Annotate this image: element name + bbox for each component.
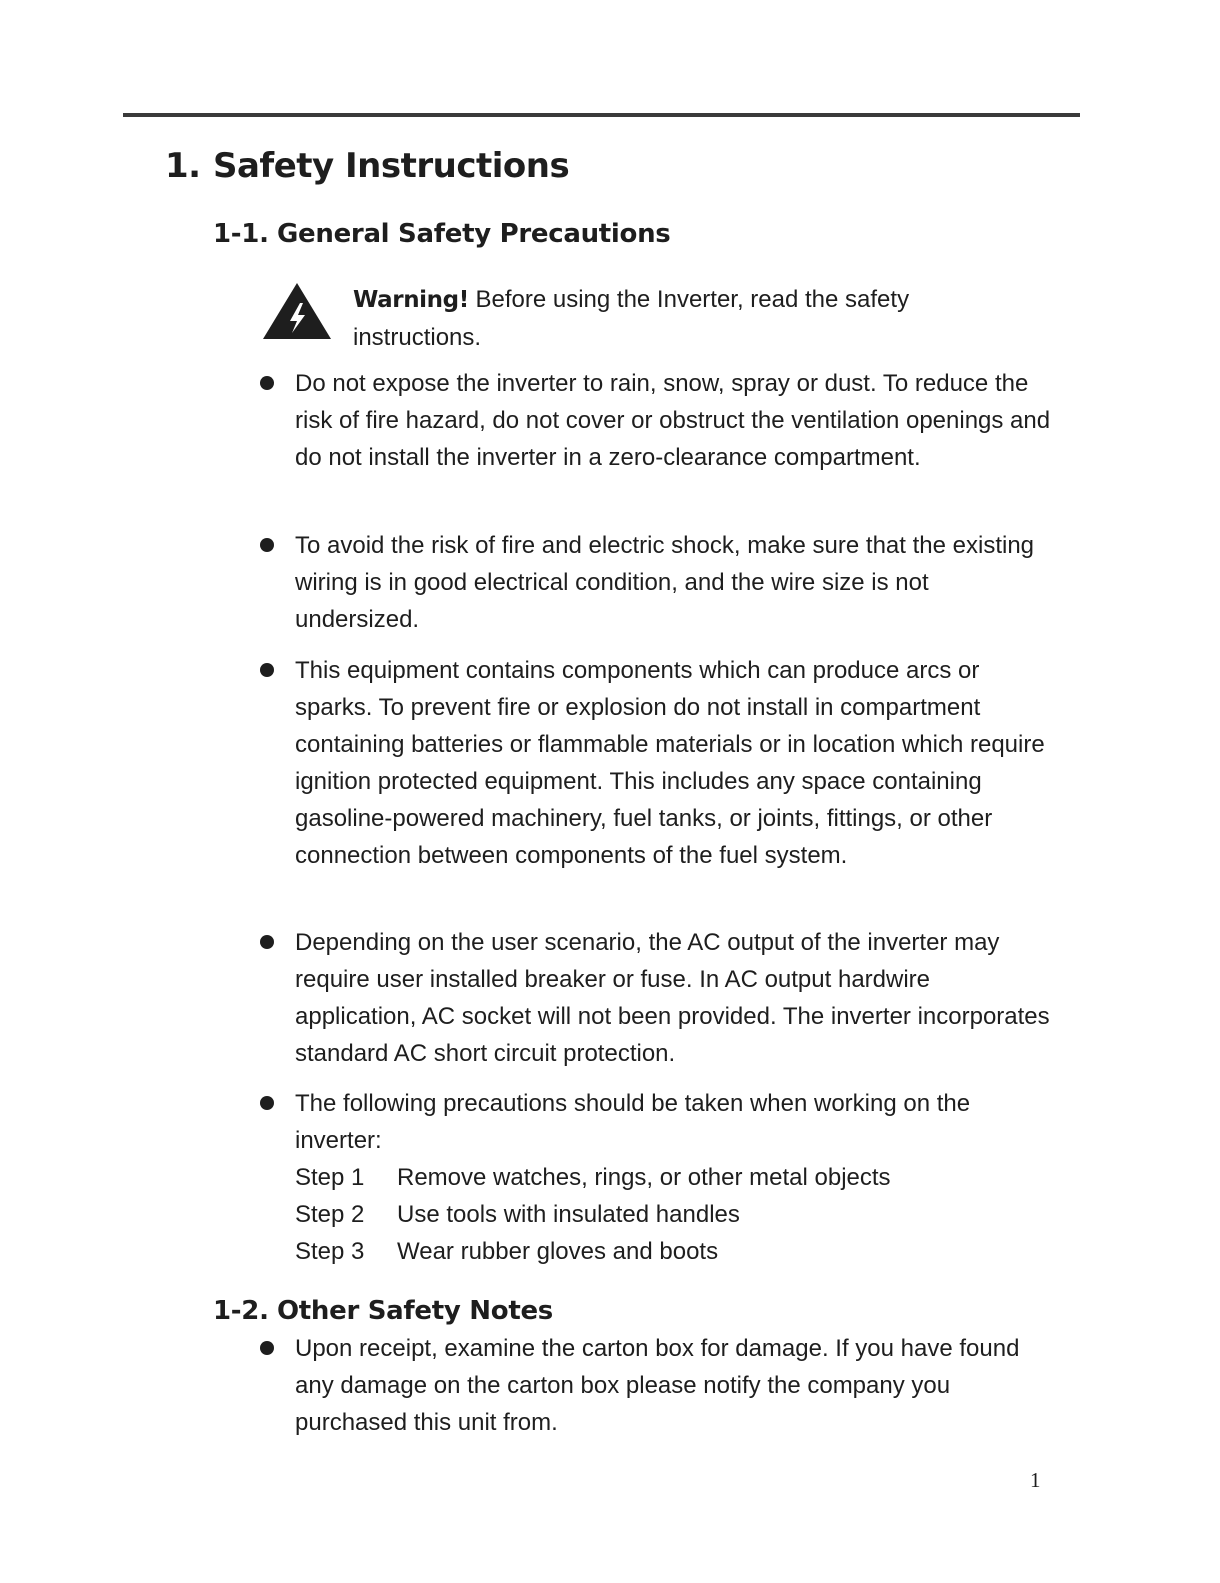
section-title: Other Safety Notes <box>277 1296 553 1326</box>
bullet-icon <box>260 1096 274 1110</box>
list-item-text: To avoid the risk of fire and electric shock, make sure that the existing wiring is in good electrical condition, and the wire size is not undersized. <box>295 532 1035 633</box>
precaution-steps <box>295 1159 1055 1270</box>
bullet-icon <box>260 663 274 677</box>
section-title: General Safety Precautions <box>277 219 671 249</box>
warning-message: Before using the Inverter, read the safety instructions. <box>353 286 910 351</box>
chapter-number: 1. <box>165 146 201 186</box>
warning-label: Warning! <box>353 287 469 313</box>
step-label: Step 3 <box>295 1238 365 1265</box>
list-item <box>295 1330 1055 1441</box>
list-item <box>295 924 1055 1072</box>
section-number: 1-2. <box>213 1296 269 1326</box>
high-voltage-warning-icon <box>262 281 332 341</box>
step-text: Use tools with insulated handles <box>397 1201 740 1228</box>
list-item-text: Upon receipt, examine the carton box for damage. If you have found any damage on the carton box please notify the company you purchased this unit from. <box>295 1335 1020 1436</box>
step-text: Wear rubber gloves and boots <box>397 1238 719 1265</box>
list-item <box>295 365 1055 476</box>
step-text: Remove watches, rings, or other metal objects <box>397 1164 891 1191</box>
bullet-icon <box>260 935 274 949</box>
warning-text <box>353 281 1013 356</box>
list-item <box>295 527 1055 638</box>
step-item <box>295 1159 1055 1196</box>
step-item <box>295 1196 1055 1233</box>
bullet-icon <box>260 1341 274 1355</box>
list-item-text: The following precautions should be taken when working on the inverter: <box>295 1090 971 1154</box>
section-heading-other <box>213 1296 553 1326</box>
list-item <box>295 652 1055 874</box>
list-item-text: Depending on the user scenario, the AC output of the inverter may require user installed breaker or fuse. In AC output hardwire application, AC socket will not been provided. The inverter incorporates standard AC short circuit protection. <box>295 929 1050 1067</box>
list-item <box>295 1085 1055 1270</box>
page-number: 1 <box>1030 1468 1041 1492</box>
section-number: 1-1. <box>213 219 269 249</box>
list-item-text: Do not expose the inverter to rain, snow, spray or dust. To reduce the risk of fire hazard, do not cover or obstruct the ventilation openings and do not install the inverter in a zero-clearance compartment. <box>295 370 1051 471</box>
section-heading-general <box>213 219 670 249</box>
chapter-heading <box>165 146 569 186</box>
header-rule <box>123 113 1080 117</box>
list-item-text: This equipment contains components which can produce arcs or sparks. To prevent fire or explosion do not install in compartment containing batteries or flammable materials or in location which require ignition protected equipment. This includes any space containing gasoline-powered machinery, fuel tanks, or joints, fittings, or other connection between components of the fuel system. <box>295 657 1045 869</box>
step-label: Step 1 <box>295 1164 365 1191</box>
bullet-icon <box>260 538 274 552</box>
step-item <box>295 1233 1055 1270</box>
bullet-icon <box>260 376 274 390</box>
chapter-title: Safety Instructions <box>213 146 570 186</box>
step-label: Step 2 <box>295 1201 365 1228</box>
